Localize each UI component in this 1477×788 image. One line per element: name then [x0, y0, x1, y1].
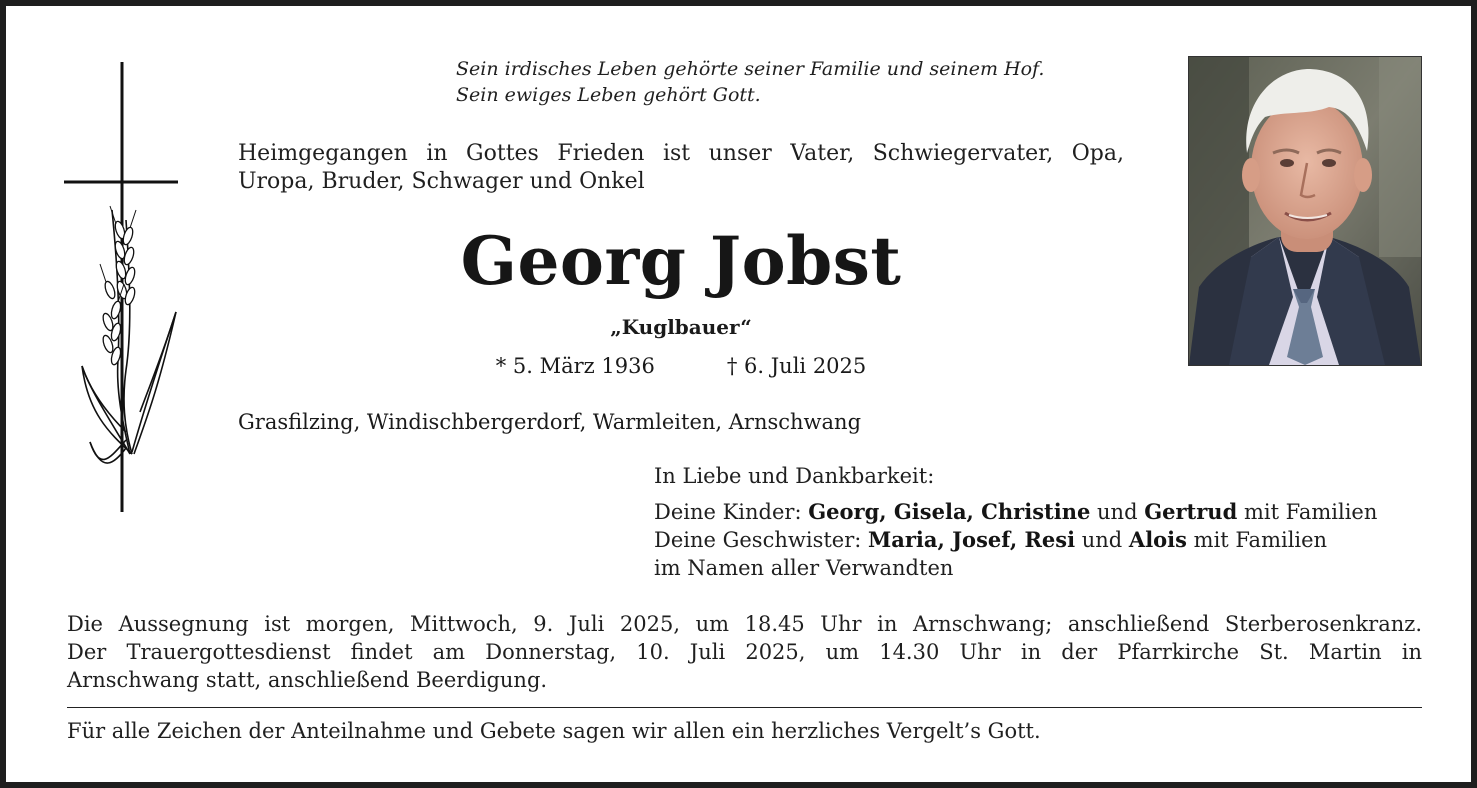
funeral-details [67, 610, 1422, 694]
home-places: Grasfilzing, Windischbergerdorf, Warmleiten, Arnschwang [238, 410, 862, 434]
motto-line-2: Sein ewiges Leben gehört Gott. [456, 84, 761, 106]
deceased-nickname: „Kuglbauer“ [610, 315, 752, 339]
thanks-text: Für alle Zeichen der Anteilnahme und Gebete sagen wir allen ein herzliches Vergelt’s Gott. [67, 719, 1041, 743]
life-dates [238, 351, 1124, 381]
funeral-details-line-2: Der Trauergottesdienst findet am Donnerstag, 10. Juli 2025, um 14.30 Uhr in der Pfarrkirche St. Martin in [67, 640, 1422, 664]
children-joiner: und [1090, 500, 1145, 524]
siblings-name-last: Alois [1128, 527, 1187, 552]
funeral-details-line-1: Die Aussegnung ist morgen, Mittwoch, 9. Juli 2025, um 18.45 Uhr in Arnschwang; anschließend Sterberosenkranz. [67, 612, 1422, 636]
children-names: Georg, Gisela, Christine [808, 499, 1091, 524]
children-name-last: Gertrud [1144, 499, 1238, 524]
signoff-heading: In Liebe und Dankbarkeit: [654, 464, 935, 488]
portrait-photo [1188, 56, 1422, 366]
siblings-prefix: Deine Geschwister: [654, 528, 868, 552]
relatives-line: im Namen aller Verwandten [654, 556, 954, 580]
death-date: † 6. Juli 2025 [726, 354, 867, 378]
siblings-names: Maria, Josef, Resi [868, 527, 1076, 552]
funeral-details-line-3: Arnschwang statt, anschließend Beerdigung. [67, 668, 548, 692]
intro-text [238, 140, 1124, 196]
children-line [654, 498, 1434, 526]
divider-line [67, 707, 1422, 708]
deceased-name: Georg Jobst [460, 222, 902, 300]
motto-line-1: Sein irdisches Leben gehörte seiner Familie und seinem Hof. [456, 58, 1045, 80]
family-signoff [654, 462, 1434, 582]
siblings-suffix: mit Familien [1186, 528, 1328, 552]
children-prefix: Deine Kinder: [654, 500, 809, 524]
motto-verse [456, 56, 1156, 108]
intro-line-1: Heimgegangen in Gottes Frieden ist unser Vater, Schwiegervater, Opa, [238, 141, 1124, 166]
siblings-line [654, 526, 1434, 554]
cross-with-wheat-icon [60, 60, 182, 516]
intro-line-2: Uropa, Bruder, Schwager und Onkel [238, 169, 645, 194]
siblings-joiner: und [1075, 528, 1129, 552]
children-suffix: mit Familien [1237, 500, 1378, 524]
birth-date: * 5. März 1936 [495, 354, 655, 378]
